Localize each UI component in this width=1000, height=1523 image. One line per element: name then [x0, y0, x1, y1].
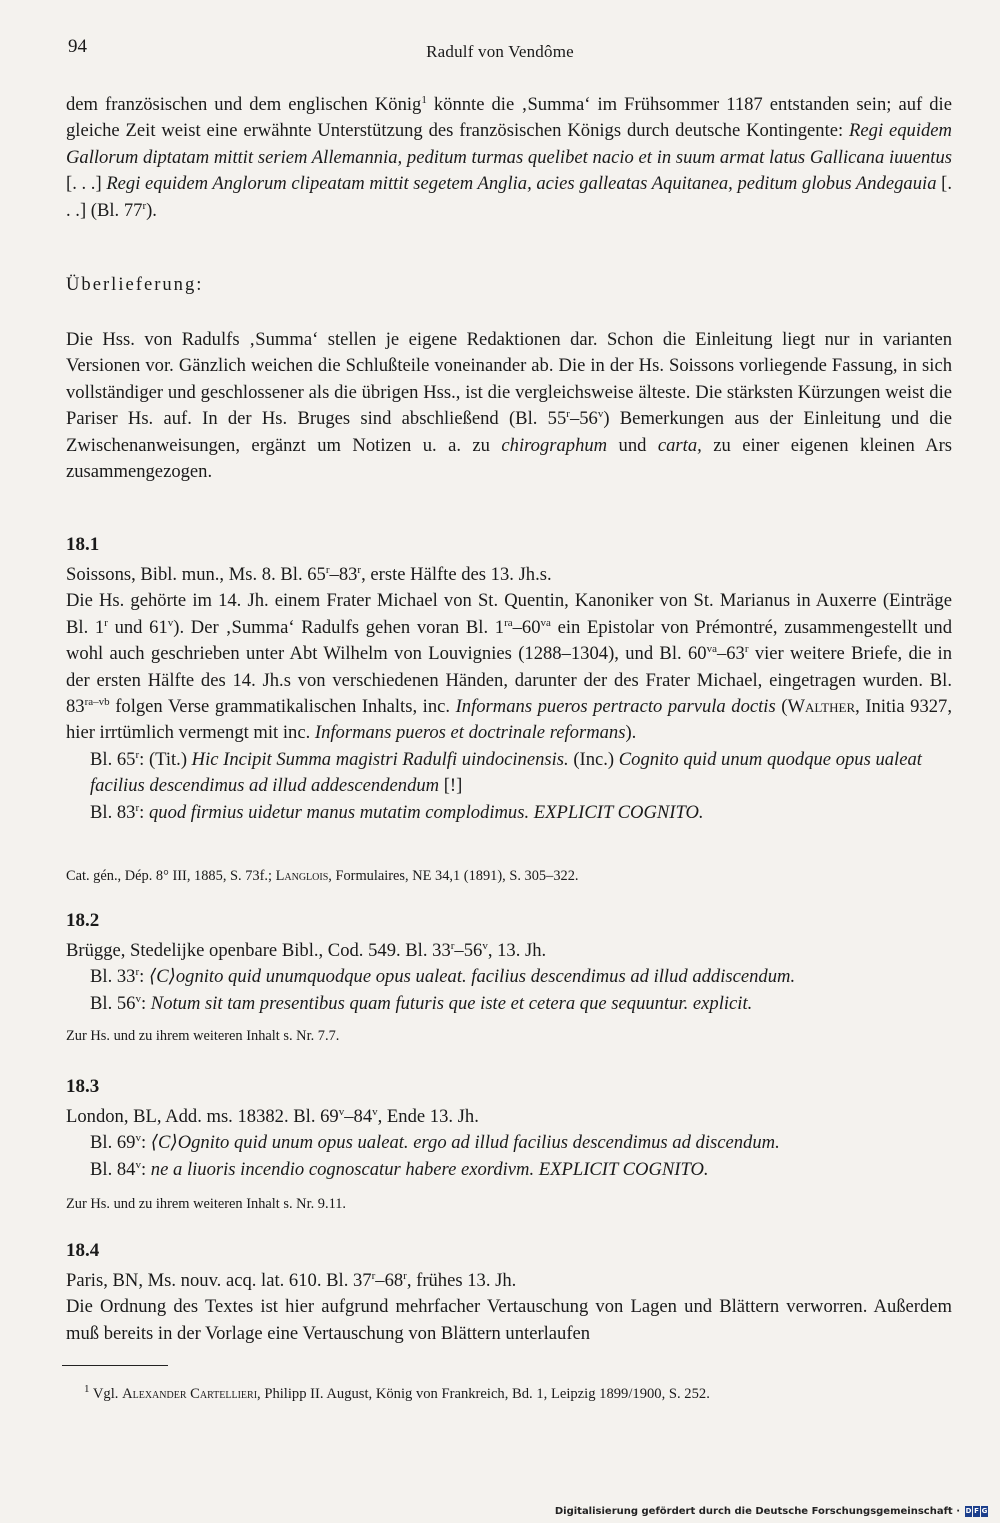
shelfmark-line: Brügge, Stedelijke openbare Bibl., Cod. 549. Bl. 33$^r$–56$^v$, 13. Jh.	[66, 939, 547, 961]
incipit-line: Bl. 69$^v$: ⟨C⟩Ognito quid unum opus ualeat. ergo ad illud facilius descendimus ad discendum.	[90, 1132, 780, 1154]
incipit-line: Bl. 65$^r$: (Tit.) Hic Incipit Summa magistri Radulfi uindocinensis. (Inc.) Cognito quid unum quodque opus ualeat facilius descendimus ad illud addescendendum [!]	[90, 748, 922, 797]
explicit-line: Bl. 56$^v$: Notum sit tam presentibus quam futuris que iste et cetera que sequuntur. explicit.	[90, 992, 753, 1014]
cross-reference-18-2: Zur Hs. und zu ihrem weiteren Inhalt s. Nr. 7.7.	[66, 1028, 340, 1044]
page-number: 94	[68, 36, 87, 57]
description-paragraph: Die Hs. gehörte im 14. Jh. einem Frater Michael von St. Quentin, Kanoniker von St. Marianus in Auxerre (Einträge Bl. 1$^r$ und 61$^v$). Der ‚Summa‘ Radulfs gehen voran Bl. $1^{ra}-60^{va}$ ein Epistolar von Prémontré, zusammengestellt und wohl auch geschrieben unter Abt Wilhelm von Louvignies (1288–1304), und Bl. $60^{va}-63^r$ vier weitere Briefe, die in der ersten Hälfte des 14. Jh.s von verschiedenen Händen, darunter der des Frater Michael, eingetragen wurden. Bl. $83^{ra-vb}$ folgen Verse grammatikalischen Inhalts, inc. Informans pueros pertracto parvula doctis (Walther, Initia 9327, hier irrtümlich vermengt mit inc. Informans pueros et doctrinale reformans).	[66, 590, 952, 744]
section-18-3-body	[66, 1104, 952, 1183]
section-18-1-body	[66, 562, 952, 826]
explicit-line: Bl. 84$^v$: ne a liuoris incendio cognoscatur habere exordivm. EXPLICIT COGNITO.	[90, 1158, 709, 1180]
literature-note-18-1: Cat. gén., Dép. 8° III, 1885, S. 73f.; Langlois, Formulaires, NE 34,1 (1891), S. 305–322.	[66, 868, 579, 884]
dfg-logo: D F G	[965, 1507, 988, 1515]
incipit-line: Bl. 33$^r$: ⟨C⟩ognito quid unumquodque opus ualeat. facilius descendimus ad illud addiscendum.	[90, 966, 796, 988]
section-18-2-body	[66, 938, 952, 1017]
explicit-line: Bl. 83$^r$: quod firmius uidetur manus mutatim complodimus. EXPLICIT COGNITO.	[90, 801, 704, 823]
credit-text: Digitalisierung gefördert durch die Deutsche Forschungsgemeinschaft ·	[554, 1506, 960, 1517]
footnote: $^1$ Vgl. Alexander Cartellieri, Philipp II. August, König von Frankreich, Bd. 1, Leipzig 1899/1900, S. 252.	[84, 1383, 710, 1402]
section-number-18-4: 18.4	[66, 1240, 100, 1261]
section-number-18-2: 18.2	[66, 910, 100, 931]
intro-paragraph: dem französischen und dem englischen König$^1$ könnte die ‚Summa‘ im Frühsommer 1187 entstanden sein; auf die gleiche Zeit weist eine erwähnte Unterstützung des französischen Königs durch deutsche Kontingente: Regi equidem Gallorum diptatam mittit seriem Allemannia, peditum turmas quelibet nacio et in suum armat latus Gallicana iuuentus [. . .] Regi equidem Anglorum clipeatam mittit segetem Anglia, acies galleatas Aquitanea, peditum globus Andegauia [. . .] (Bl. 77$^r$).	[66, 93, 952, 221]
section-18-4-body	[66, 1268, 952, 1347]
footnote-ref[interactable]: 1	[421, 93, 427, 106]
shelfmark-line: London, BL, Add. ms. 18382. Bl. 69$^v$–84$^v$, Ende 13. Jh.	[66, 1105, 479, 1127]
cross-reference-18-3: Zur Hs. und zu ihrem weiteren Inhalt s. Nr. 9.11.	[66, 1196, 347, 1212]
description-paragraph: Die Ordnung des Textes ist hier aufgrund mehrfacher Vertauschung von Lagen und Blättern verworren. Außerdem muß bereits in der Vorlage eine Vertauschung von Blättern unterlaufen	[66, 1296, 952, 1344]
shelfmark-line: Paris, BN, Ms. nouv. acq. lat. 610. Bl. 37$^r$–68$^r$, frühes 13. Jh.	[66, 1269, 517, 1291]
shelfmark-line: Soissons, Bibl. mun., Ms. 8. Bl. 65$^r$–83$^r$, erste Hälfte des 13. Jh.s.	[66, 563, 552, 585]
footnote-divider	[62, 1365, 168, 1366]
section-number-18-1: 18.1	[66, 534, 100, 555]
dfg-credit	[555, 1506, 988, 1517]
section-heading-ueberlieferung: Überlieferung:	[66, 274, 204, 295]
section-number-18-3: 18.3	[66, 1076, 100, 1097]
ueberlieferung-paragraph: Die Hss. von Radulfs ‚Summa‘ stellen je eigene Redaktionen dar. Schon die Einleitung liegt nur in varianten Versionen vor. Gänzlich weichen die Schlußteile voneinander ab. Die in der Hs. Soissons vorliegende Fassung, in sich vollständiger und geschlossener als die übrigen Hss., ist die vergleichsweise älteste. Die stärksten Kürzungen weist die Pariser Hs. auf. In der Hs. Bruges sind abschließend (Bl. 55$^r$–56$^v$) Bemerkungen aus der Einleitung und die Zwischenanweisungen, ergänzt um Notizen u. a. zu chirographum und carta, zu einer eigenen kleinen Ars zusammengezogen.	[66, 329, 953, 483]
running-title: Radulf von Vendôme	[426, 42, 574, 61]
